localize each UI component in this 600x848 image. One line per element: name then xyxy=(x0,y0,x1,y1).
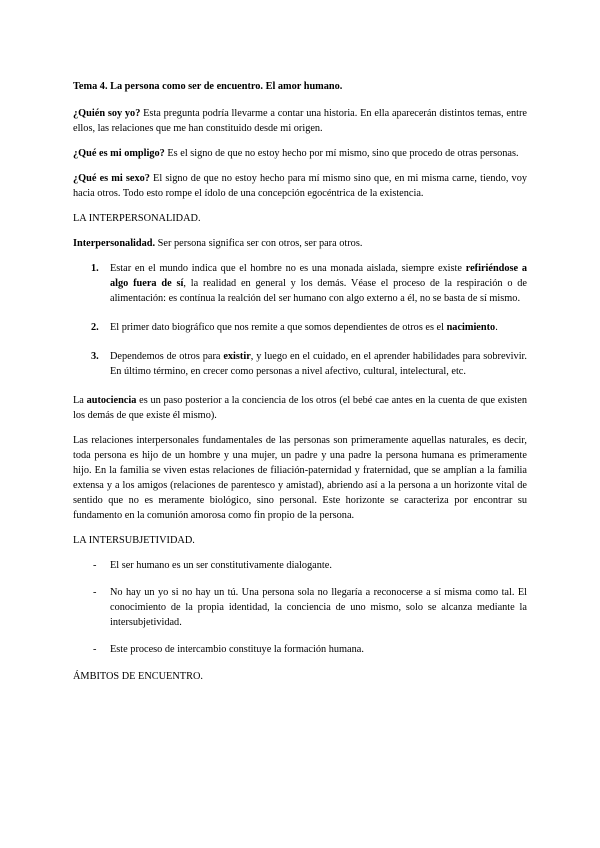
list-item xyxy=(73,585,527,630)
list-text: El ser humano es un ser constitutivamente dialogante. xyxy=(110,560,332,571)
list-text: . xyxy=(495,322,498,333)
question-text: El signo de que no estoy hecho para mí mismo sino que, en mi misma carne, tiendo, voy hacia otros. Todo esto rompe el ídolo de una concepción egocéntrica de la existencia. xyxy=(73,173,527,199)
list-number: 2. xyxy=(91,322,99,333)
list-text: El primer dato biográfico que nos remite a que somos dependientes de otros es el xyxy=(110,322,447,333)
autociencia-paragraph xyxy=(73,393,527,423)
numbered-list xyxy=(73,261,527,379)
question-lead: ¿Qué es mi sexo? xyxy=(73,173,150,184)
definition-text: Ser persona significa ser con otros, ser para otros. xyxy=(155,238,363,249)
list-text: Este proceso de intercambio constituye la formación humana. xyxy=(110,644,364,655)
list-item xyxy=(73,320,527,335)
dash-list xyxy=(73,558,527,657)
question-ombligo xyxy=(73,146,527,161)
document-title: Tema 4. La persona como ser de encuentro. El amor humano. xyxy=(73,81,343,92)
section-heading-interpersonalidad: LA INTERPERSONALIDAD. xyxy=(73,213,201,224)
dash-bullet: - xyxy=(93,587,97,598)
list-text: , la realidad en general y los demás. Véase el proceso de la respiración o de alimentación: es contínua la realción del ser humano con algo externo a él, no se basta de sí mismo. xyxy=(110,278,527,304)
list-text: No hay un yo si no hay un tú. Una persona sola no llegaría a reconocerse a sí misma como tal. El conocimiento de la propia identidad, la conciencia de uno mismo, solo se alcanza mediante la intersubjetividad. xyxy=(110,587,527,628)
question-lead: ¿Quién soy yo? xyxy=(73,108,141,119)
relaciones-paragraph: Las relaciones interpersonales fundamentales de las personas son primeramente aquellas naturales, es decir, toda persona es hijo de un hombre y una mujer, un padre y una padre la persona humana es primeramente hijo. En la familia se viven estas relaciones de filiación-paternidad y fraternidad, que se amplían a la familia extensa y a los amigos (relaciones de parentesco y amistad), abriendo así a la persona a un horizonte vital de sentido que no es meramente biológico, sino personal. Este horizonte se caracteriza por encontrar su fundamento en la comunión amorosa como fin propio de la persona. xyxy=(73,435,527,521)
list-item xyxy=(73,642,527,657)
dash-bullet: - xyxy=(93,644,97,655)
question-text: Es el signo de que no estoy hecho por mí mismo, sino que procedo de otras personas. xyxy=(164,148,519,159)
list-text: Dependemos de otros para xyxy=(110,351,224,362)
question-lead: ¿Qué es mi ompligo? xyxy=(73,148,165,159)
paragraph-bold-text: autociencia xyxy=(86,395,137,406)
list-item xyxy=(73,261,527,306)
list-text: , y luego en el cuidado, en el aprender habilidades para sobrevivir. En último término, en crecer como personas a nivel afectivo, cultural, intelectural, etc. xyxy=(110,351,527,377)
question-text: Esta pregunta podría llevarme a contar una historia. En ella aparecerán distintos temas, entre ellos, las relaciones que me han constituido desde mi origen. xyxy=(73,108,527,134)
definition-lead: Interpersonalidad. xyxy=(73,238,156,249)
list-bold-text: nacimiento xyxy=(446,322,496,333)
paragraph-text: es un paso posterior a la conciencia de los otros (el bebé cae antes en la cuenta de que existen los demás de que existe él mismo). xyxy=(73,395,527,421)
section-heading-ambitos: ÁMBITOS DE ENCUENTRO. xyxy=(73,671,203,682)
paragraph-text: La xyxy=(73,395,87,406)
interpersonalidad-definition xyxy=(73,236,527,251)
dash-bullet: - xyxy=(93,560,97,571)
question-sexo xyxy=(73,171,527,201)
list-number: 3. xyxy=(91,351,99,362)
question-quien-soy-yo xyxy=(73,106,527,136)
list-text: Estar en el mundo indica que el hombre no es una monada aislada, siempre existe xyxy=(110,263,466,274)
list-item xyxy=(73,558,527,573)
list-item xyxy=(73,349,527,379)
list-bold-text: refiriéndose a algo fuera de sí xyxy=(110,263,527,289)
list-number: 1. xyxy=(91,263,99,274)
section-heading-intersubjetividad: LA INTERSUBJETIVIDAD. xyxy=(73,535,195,546)
list-bold-text: existir xyxy=(223,351,251,362)
